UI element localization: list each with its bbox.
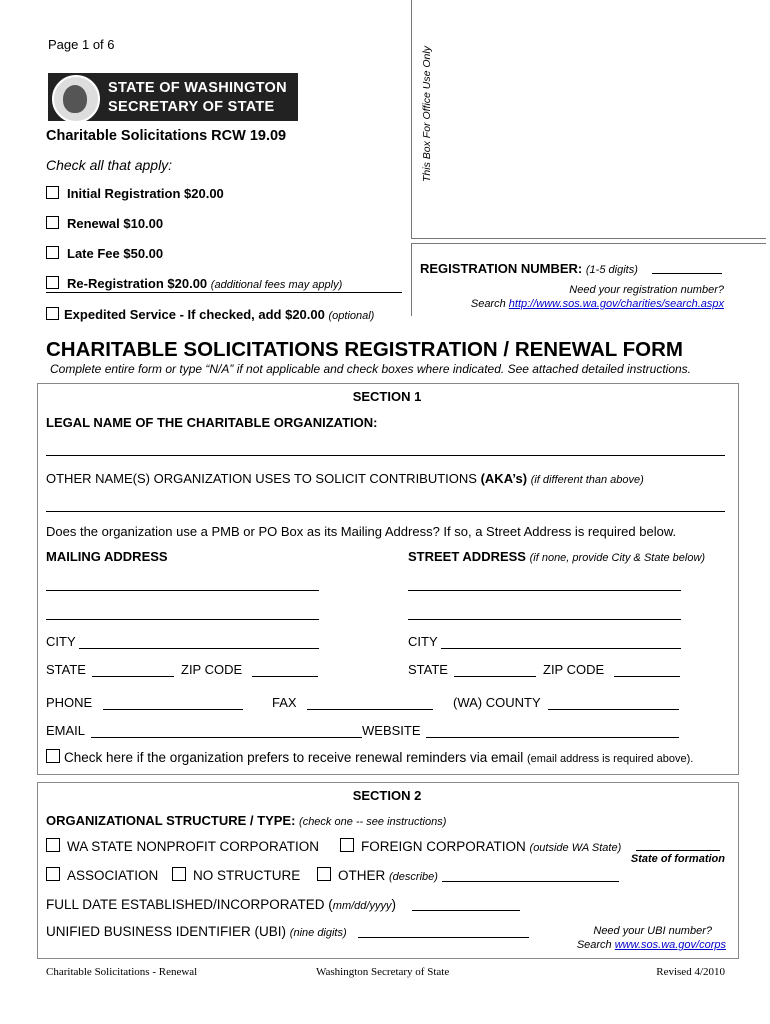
- mailing-city-field[interactable]: [79, 648, 319, 649]
- ubi-label: UNIFIED BUSINESS IDENTIFIER (UBI) (nine digits): [46, 924, 347, 939]
- office-use-label: This Box For Office Use Only: [421, 46, 433, 182]
- foreign-checkbox[interactable]: [340, 838, 354, 852]
- logo-line-2: SECRETARY OF STATE: [108, 99, 275, 115]
- form-title: CHARITABLE SOLICITATIONS REGISTRATION / RENEWAL FORM: [46, 338, 684, 361]
- section-1-box: [37, 383, 739, 775]
- office-use-box: [411, 0, 766, 239]
- reminder-checkbox[interactable]: [46, 749, 60, 763]
- option-other[interactable]: OTHER (describe): [317, 867, 438, 883]
- legal-name-label: LEGAL NAME OF THE CHARITABLE ORGANIZATION:: [46, 415, 378, 430]
- ubi-search-link[interactable]: www.sos.wa.gov/corps: [614, 939, 726, 951]
- street-city-field[interactable]: [441, 648, 681, 649]
- mailing-city-label: CITY: [46, 634, 76, 649]
- ubi-search: Search www.sos.wa.gov/corps: [576, 939, 726, 951]
- option-wa-nonprofit[interactable]: WA STATE NONPROFIT CORPORATION: [46, 838, 319, 854]
- street-address-line-1[interactable]: [408, 590, 681, 591]
- renewal-checkbox[interactable]: [46, 216, 59, 229]
- phone-label: PHONE: [46, 695, 93, 710]
- option-reregistration[interactable]: Re-Registration $20.00 (additional fees may apply): [46, 276, 342, 291]
- street-state-label: STATE: [408, 662, 448, 677]
- fax-label: FAX: [272, 695, 297, 710]
- wa-sos-logo: [48, 73, 298, 121]
- date-established-field[interactable]: [412, 910, 520, 911]
- street-zip-label: ZIP CODE: [543, 662, 605, 677]
- option-initial[interactable]: Initial Registration $20.00: [46, 186, 224, 201]
- option-late-fee[interactable]: Late Fee $50.00: [46, 246, 163, 261]
- check-all-label: Check all that apply:: [46, 157, 173, 173]
- logo-line-1: STATE OF WASHINGTON: [108, 80, 287, 96]
- registration-label: REGISTRATION NUMBER: (1-5 digits): [420, 261, 638, 276]
- other-checkbox[interactable]: [317, 867, 331, 881]
- form-instructions: Complete entire form or type “N/A” if not applicable and check boxes where indicated. See attached detailed instructions.: [50, 362, 692, 376]
- reregistration-line: [46, 292, 402, 293]
- reminder-option[interactable]: Check here if the organization prefers to receive renewal reminders via email (email address is required above).: [46, 749, 693, 765]
- registration-number-field[interactable]: [652, 273, 722, 274]
- expedited-checkbox[interactable]: [46, 307, 59, 320]
- reregistration-checkbox[interactable]: [46, 276, 59, 289]
- street-zip-field[interactable]: [614, 676, 680, 677]
- street-city-label: CITY: [408, 634, 438, 649]
- county-field[interactable]: [548, 709, 679, 710]
- option-no-structure[interactable]: NO STRUCTURE: [172, 867, 300, 883]
- association-checkbox[interactable]: [46, 867, 60, 881]
- registration-help: Need your registration number?: [569, 284, 724, 296]
- subtitle: Charitable Solicitations RCW 19.09: [46, 128, 287, 144]
- mailing-zip-label: ZIP CODE: [181, 662, 243, 677]
- street-state-field[interactable]: [454, 676, 536, 677]
- email-field[interactable]: [91, 737, 362, 738]
- initial-checkbox[interactable]: [46, 186, 59, 199]
- email-label: EMAIL: [46, 723, 86, 738]
- mailing-zip-field[interactable]: [252, 676, 318, 677]
- mailing-address-line-2[interactable]: [46, 619, 319, 620]
- section-2-heading: SECTION 2: [352, 788, 422, 803]
- footer-right: Revised 4/2010: [656, 966, 725, 978]
- section-1-heading: SECTION 1: [352, 389, 422, 404]
- ubi-field[interactable]: [358, 937, 529, 938]
- late-fee-checkbox[interactable]: [46, 246, 59, 259]
- ubi-help: Need your UBI number?: [593, 925, 712, 937]
- legal-name-field[interactable]: [46, 455, 725, 456]
- state-formation-label: State of formation: [630, 853, 725, 865]
- mailing-state-field[interactable]: [92, 676, 174, 677]
- other-names-field[interactable]: [46, 511, 725, 512]
- mailing-address-line-1[interactable]: [46, 590, 319, 591]
- option-expedited[interactable]: Expedited Service - If checked, add $20.00 (optional): [46, 307, 374, 322]
- other-names-label: OTHER NAME(S) ORGANIZATION USES TO SOLICIT CONTRIBUTIONS (AKA’s) (if different than above): [46, 471, 644, 486]
- fax-field[interactable]: [307, 709, 433, 710]
- state-seal-icon: [52, 75, 100, 123]
- date-established-label: FULL DATE ESTABLISHED/INCORPORATED (mm/dd/yyyy): [46, 897, 396, 912]
- footer-left: Charitable Solicitations - Renewal: [46, 966, 198, 978]
- structure-label: ORGANIZATIONAL STRUCTURE / TYPE: (check one -- see instructions): [46, 813, 447, 828]
- no-structure-checkbox[interactable]: [172, 867, 186, 881]
- option-association[interactable]: ASSOCIATION: [46, 867, 158, 883]
- option-foreign[interactable]: FOREIGN CORPORATION (outside WA State): [340, 838, 621, 854]
- footer-center: Washington Secretary of State: [316, 966, 450, 978]
- mailing-address-label: MAILING ADDRESS: [46, 549, 168, 564]
- website-label: WEBSITE: [362, 723, 421, 738]
- option-renewal[interactable]: Renewal $10.00: [46, 216, 163, 231]
- registration-search-link[interactable]: http://www.sos.wa.gov/charities/search.aspx: [508, 298, 724, 310]
- pmb-question: Does the organization use a PMB or PO Box as its Mailing Address? If so, a Street Address is required below.: [46, 524, 677, 539]
- street-address-line-2[interactable]: [408, 619, 681, 620]
- county-label: (WA) COUNTY: [453, 695, 541, 710]
- phone-field[interactable]: [103, 709, 243, 710]
- street-address-label: STREET ADDRESS (if none, provide City & State below): [408, 549, 706, 564]
- page-indicator: Page 1 of 6: [48, 37, 115, 52]
- foreign-state-field[interactable]: [636, 850, 720, 851]
- wa-nonprofit-checkbox[interactable]: [46, 838, 60, 852]
- registration-search: Search http://www.sos.wa.gov/charities/search.aspx: [470, 298, 724, 310]
- other-describe-field[interactable]: [442, 881, 619, 882]
- website-field[interactable]: [426, 737, 679, 738]
- mailing-state-label: STATE: [46, 662, 86, 677]
